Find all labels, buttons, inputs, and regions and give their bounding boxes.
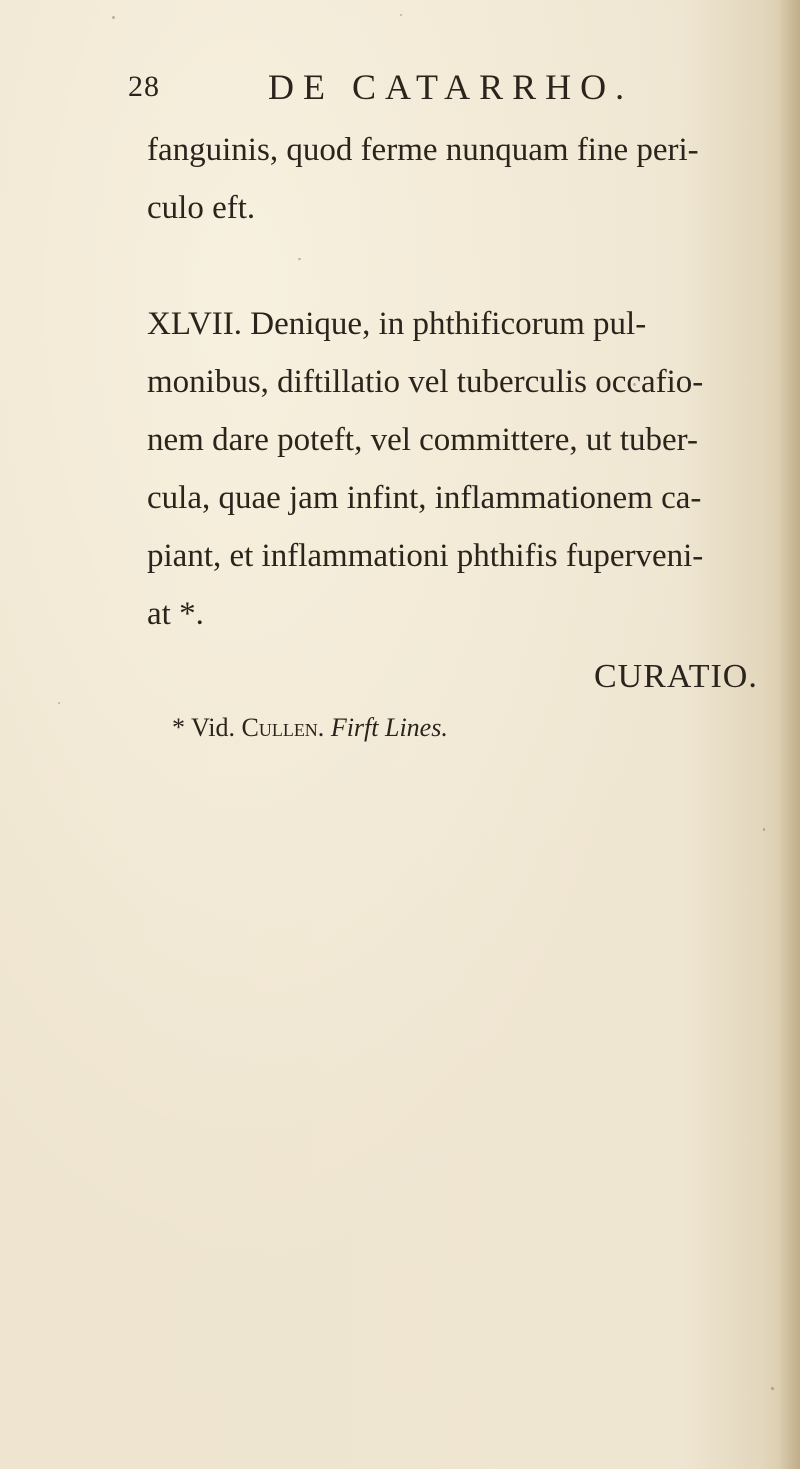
footnote: [172, 713, 448, 743]
footnote-vid: Vid.: [191, 713, 235, 742]
footnote-marker: *: [172, 713, 185, 742]
text-line-2: culo eft.: [147, 190, 256, 226]
text-line-8: at *.: [147, 596, 204, 632]
text-line-4: monibus, diftillatio vel tuberculis occafio-: [147, 364, 704, 400]
main-text: [147, 121, 727, 643]
text-line-6: cula, quae jam infint, inflammationem ca-: [147, 480, 702, 516]
footnote-work: Firft Lines.: [330, 713, 448, 742]
footnote-author: Cullen.: [241, 713, 325, 742]
running-title: DE CATARRHO.: [268, 67, 634, 107]
text-line-7: piant, et inflammationi phthifis fuperveni-: [147, 538, 704, 574]
text-line-5: nem dare poteft, vel committere, ut tuber-: [147, 422, 698, 458]
paragraph-gap: [147, 237, 727, 295]
page-edge-shadow: [778, 0, 800, 1469]
text-line-3: XLVII. Denique, in phthificorum pul-: [147, 306, 647, 342]
page-number: 28: [128, 70, 160, 103]
text-line-1: fanguinis, quod ferme nunquam fine peri-: [147, 132, 699, 168]
page-header: [128, 66, 688, 110]
section-heading-curatio: CURATIO.: [594, 658, 758, 695]
